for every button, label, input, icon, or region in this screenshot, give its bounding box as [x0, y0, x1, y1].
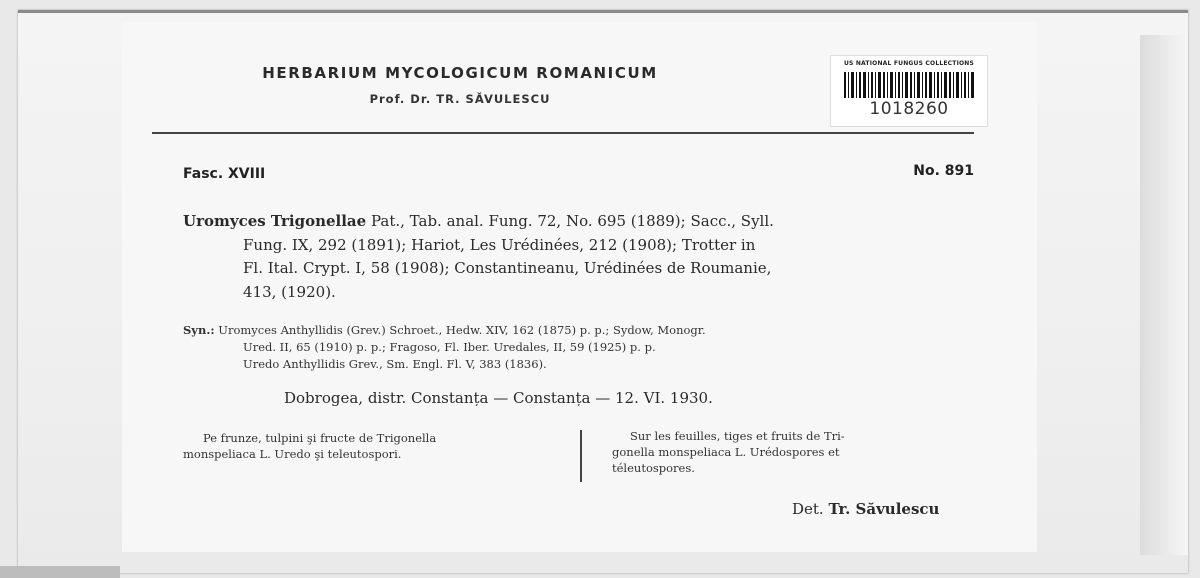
synonyms-line-2: Ured. II, 65 (1910) p. p.; Fragoso, Fl. Iber. Uredales, II, 59 (1925) p. p. [243, 340, 656, 354]
host-fr-line-3: téleutospores. [612, 461, 695, 475]
herbarium-director: Prof. Dr. TR. SĂVULESCU [369, 92, 551, 106]
citation-line-2: Fung. IX, 292 (1891); Hariot, Les Urédinées, 212 (1908); Trotter in [243, 235, 756, 254]
host-fr-line-2: gonella monspeliaca L. Urédospores et [612, 445, 840, 459]
host-ro-line-1: Pe frunze, tulpini şi fructe de Trigonella [203, 431, 437, 445]
determiner [792, 500, 939, 518]
citation-line-3: Fl. Ital. Crypt. I, 58 (1908); Constantineanu, Urédinées de Roumanie, [243, 259, 772, 277]
species-name: Uromyces Trigonellae [183, 212, 367, 230]
determiner-prefix: Det. [792, 500, 824, 518]
host-ro-line-2: monspeliaca L. Uredo şi teleutospori. [183, 447, 402, 461]
bottom-strip [0, 566, 120, 578]
exsiccata-number: No. 891 [913, 163, 974, 179]
synonyms-label: Syn.: [183, 323, 215, 337]
synonyms [183, 322, 983, 373]
column-divider [580, 430, 582, 482]
herbarium-title: HERBARIUM MYCOLOGICUM ROMANICUM [262, 64, 658, 82]
citation-line-4: 413, (1920). [243, 282, 336, 301]
fascicle-number: Fasc. XVIII [183, 166, 266, 182]
species-citation [183, 210, 983, 304]
header-rule [152, 132, 974, 134]
barcode-number: 1018260 [869, 99, 949, 119]
synonyms-line-3: Uredo Anthyllidis Grev., Sm. Engl. Fl. V, 383 (1836). [243, 357, 547, 371]
citation-line-1: Pat., Tab. anal. Fung. 72, No. 695 (1889); Sacc., Syll. [366, 212, 774, 230]
host-note-romanian [183, 430, 563, 462]
determiner-name: Tr. Săvulescu [828, 500, 940, 518]
barcode-label [830, 55, 988, 127]
host-fr-line-1: Sur les feuilles, tiges et fruits de Tri- [630, 429, 845, 443]
collection-locality: Dobrogea, distr. Constanța — Constanța — 12. VI. 1930. [284, 389, 713, 407]
host-note-french [612, 428, 992, 476]
barcode-icon [844, 72, 974, 98]
sheet-fold [1140, 35, 1188, 555]
synonyms-line-1: Uromyces Anthyllidis (Grev.) Schroet., Hedw. XIV, 162 (1875) p. p.; Sydow, Monogr. [218, 323, 706, 337]
barcode-institution: US NATIONAL FUNGUS COLLECTIONS [843, 60, 975, 67]
